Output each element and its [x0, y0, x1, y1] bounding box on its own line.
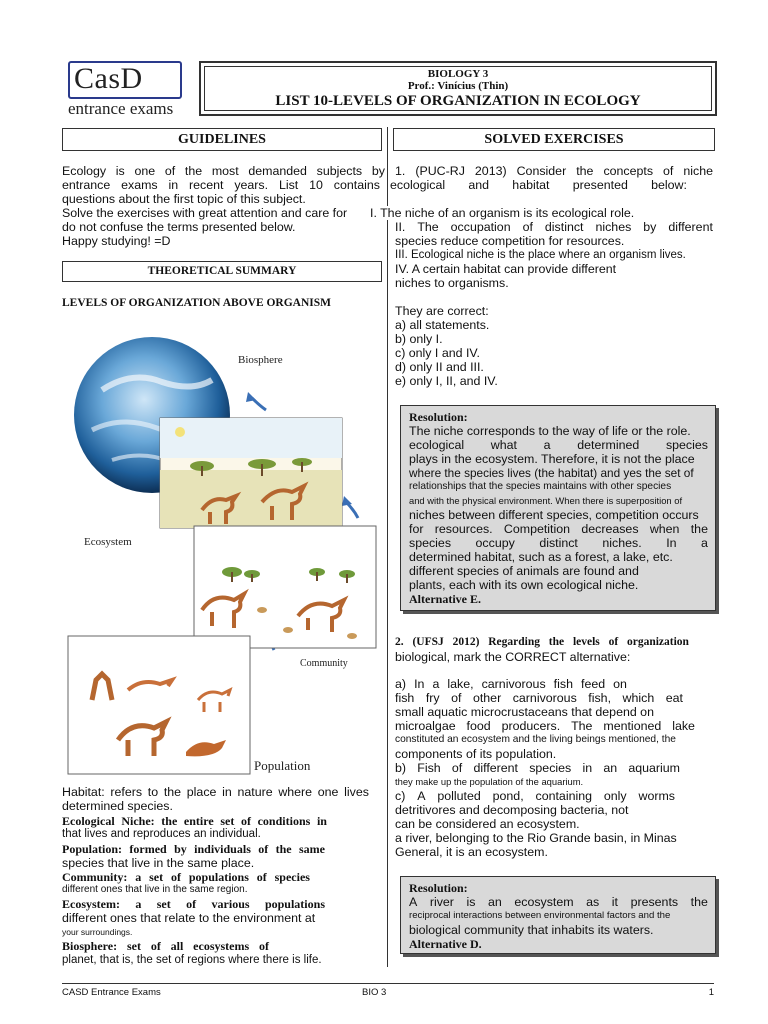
question-line: 1. (PUC-RJ 2013) Consider the concepts of niche: [395, 164, 713, 178]
resolution-line: different species of animals are found and: [409, 564, 639, 578]
casd-logo: [66, 61, 184, 121]
population-card: [68, 636, 250, 774]
option-a: a) all statements.: [395, 318, 490, 332]
question-line: species reduce competition for resources.: [395, 234, 625, 248]
option-line: they make up the population of the aquarium.: [395, 776, 584, 787]
resolution-line: and with the physical environment. When there is superposition of: [409, 495, 683, 506]
biosphere-label: Biosphere: [238, 354, 283, 366]
column-divider: [387, 127, 388, 967]
option-line: detritivores and decomposing bacteria, not: [395, 803, 629, 817]
resolution-box-2: [400, 876, 716, 954]
document-title: LIST 10-LEVELS OF ORGANIZATION IN ECOLOGY: [275, 93, 641, 109]
resolution-line: reciprocal interactions between environmental factors and the: [409, 910, 671, 921]
option-line: a river, belonging to the Rio Grande basin, in Minas: [395, 831, 677, 845]
question-line: biological, mark the CORRECT alternative:: [395, 650, 631, 664]
definition-line: Habitat: refers to the place in nature where one lives: [62, 785, 369, 799]
option-line: b) Fish of different species in an aquarium: [395, 761, 680, 775]
resolution-line: determined habitat, such as a forest, a lake, etc.: [409, 550, 673, 564]
question-line: III. Ecological niche is the place where an organism lives.: [395, 249, 686, 261]
definition-term: Community: a set of populations of species: [62, 870, 310, 884]
definition-term: Ecological Niche: the entire set of conditions in: [62, 814, 327, 828]
option-line: c) A polluted pond, containing only worms: [395, 789, 675, 803]
levels-illustration: [62, 320, 382, 775]
document-header: [199, 61, 717, 116]
arrow-head-icon: [342, 496, 352, 506]
guidelines-line: questions about the first topic of this subject.: [62, 192, 306, 206]
population-label: Population: [254, 758, 311, 773]
resolution-answer: Alternative E.: [409, 592, 481, 606]
question-line: II. The occupation of distinct niches by different: [395, 220, 713, 234]
solved-exercises-heading: SOLVED EXERCISES: [393, 128, 715, 151]
question-line: IV. A certain habitat can provide different: [395, 262, 617, 276]
guidelines-line: Happy studying! =D: [62, 234, 171, 248]
definition-line: different ones that relate to the environment at: [62, 911, 316, 925]
definition-line: your surroundings.: [62, 927, 133, 937]
guidelines-line: Ecology is one of the most demanded subjects by: [62, 164, 385, 178]
option-line: small aquatic microcrustaceans that depend on: [395, 705, 654, 719]
ecosystem-card: [160, 418, 342, 528]
option-line: constituted an ecosystem and the living beings mentioned, the: [395, 734, 676, 745]
option-c: c) only I and IV.: [395, 346, 480, 360]
logo-name: CasD: [74, 62, 143, 95]
definition-term: Biosphere: set of all ecosystems of: [62, 939, 269, 953]
option-e: e) only I, II, and IV.: [395, 374, 498, 388]
resolution-line: niches between different species, competition occurs: [409, 508, 699, 522]
guidelines-line: do not confuse the terms presented below.: [62, 220, 296, 234]
ecosystem-label: Ecosystem: [84, 536, 132, 548]
question-line: I. The niche of an organism is its ecological role.: [370, 206, 635, 220]
resolution-line: biological community that inhabits its waters.: [409, 923, 654, 937]
definition-line: different ones that live in the same region.: [62, 884, 248, 895]
resolution-line: plays in the ecosystem. Therefore, it is not the place: [409, 452, 695, 466]
definition-line: determined species.: [62, 799, 173, 813]
resolution-box-1: [400, 405, 716, 611]
resolution-line: species occupy distinct niches. In a: [409, 536, 708, 550]
community-label: Community: [300, 658, 348, 669]
question-line: niches to organisms.: [395, 276, 509, 290]
resolution-line: A river is an ecosystem as it presents the: [409, 895, 708, 909]
definition-term: Ecosystem: a set of various populations: [62, 897, 325, 911]
question-line: 2. (UFSJ 2012) Regarding the levels of organization: [395, 636, 689, 648]
logo-subtitle: entrance exams: [68, 99, 174, 118]
option-line: General, it is an ecosystem.: [395, 845, 548, 859]
question-prompt: They are correct:: [395, 304, 489, 318]
footer-center: BIO 3: [362, 987, 387, 998]
option-b: b) only I.: [395, 332, 443, 346]
definition-line: planet, that is, the set of regions where there is life.: [62, 954, 322, 966]
subject-label: BIOLOGY 3: [427, 68, 489, 80]
definition-line: species that live in the same place.: [62, 856, 255, 870]
resolution-answer: Alternative D.: [409, 937, 482, 951]
professor-label: Prof.: Vinícius (Thin): [407, 80, 509, 92]
option-line: components of its population.: [395, 747, 557, 761]
resolution-line: relationships that the species maintains with other species: [409, 481, 672, 492]
resolution-title: Resolution:: [409, 410, 468, 424]
guidelines-line: Solve the exercises with great attention and care for: [62, 206, 348, 220]
resolution-line: where the species lives (the habitat) and yes the set of: [409, 466, 694, 480]
theoretical-summary-heading: THEORETICAL SUMMARY: [62, 261, 382, 282]
question-line: ecological and habitat presented below:: [390, 178, 687, 192]
definition-term: Population: formed by individuals of the same: [62, 842, 325, 856]
page-footer: [62, 983, 714, 998]
option-line: microalgae food producers. The mentioned lake: [395, 719, 695, 733]
definition-line: that lives and reproduces an individual.: [62, 828, 261, 840]
resolution-title: Resolution:: [409, 881, 468, 895]
footer-left: CASD Entrance Exams: [62, 987, 161, 998]
guidelines-heading: GUIDELINES: [62, 128, 382, 151]
option-d: d) only II and III.: [395, 360, 484, 374]
resolution-line: plants, each with its own ecological niche.: [409, 578, 639, 592]
community-card: [194, 526, 376, 648]
guidelines-line: entrance exams in recent years. List 10 contains: [62, 178, 380, 192]
option-line: a) In a lake, carnivorous fish feed on: [395, 677, 627, 691]
resolution-line: ecological what a determined species: [409, 438, 708, 452]
option-line: can be considered an ecosystem.: [395, 817, 580, 831]
page-number: 1: [708, 987, 714, 998]
resolution-line: The niche corresponds to the way of life or the role.: [409, 424, 691, 438]
resolution-line: for resources. Competition decreases when the: [409, 522, 708, 536]
levels-heading: LEVELS OF ORGANIZATION ABOVE ORGANISM: [62, 297, 332, 309]
option-line: fish fry of other carnivorous fish, which eat: [395, 691, 683, 705]
